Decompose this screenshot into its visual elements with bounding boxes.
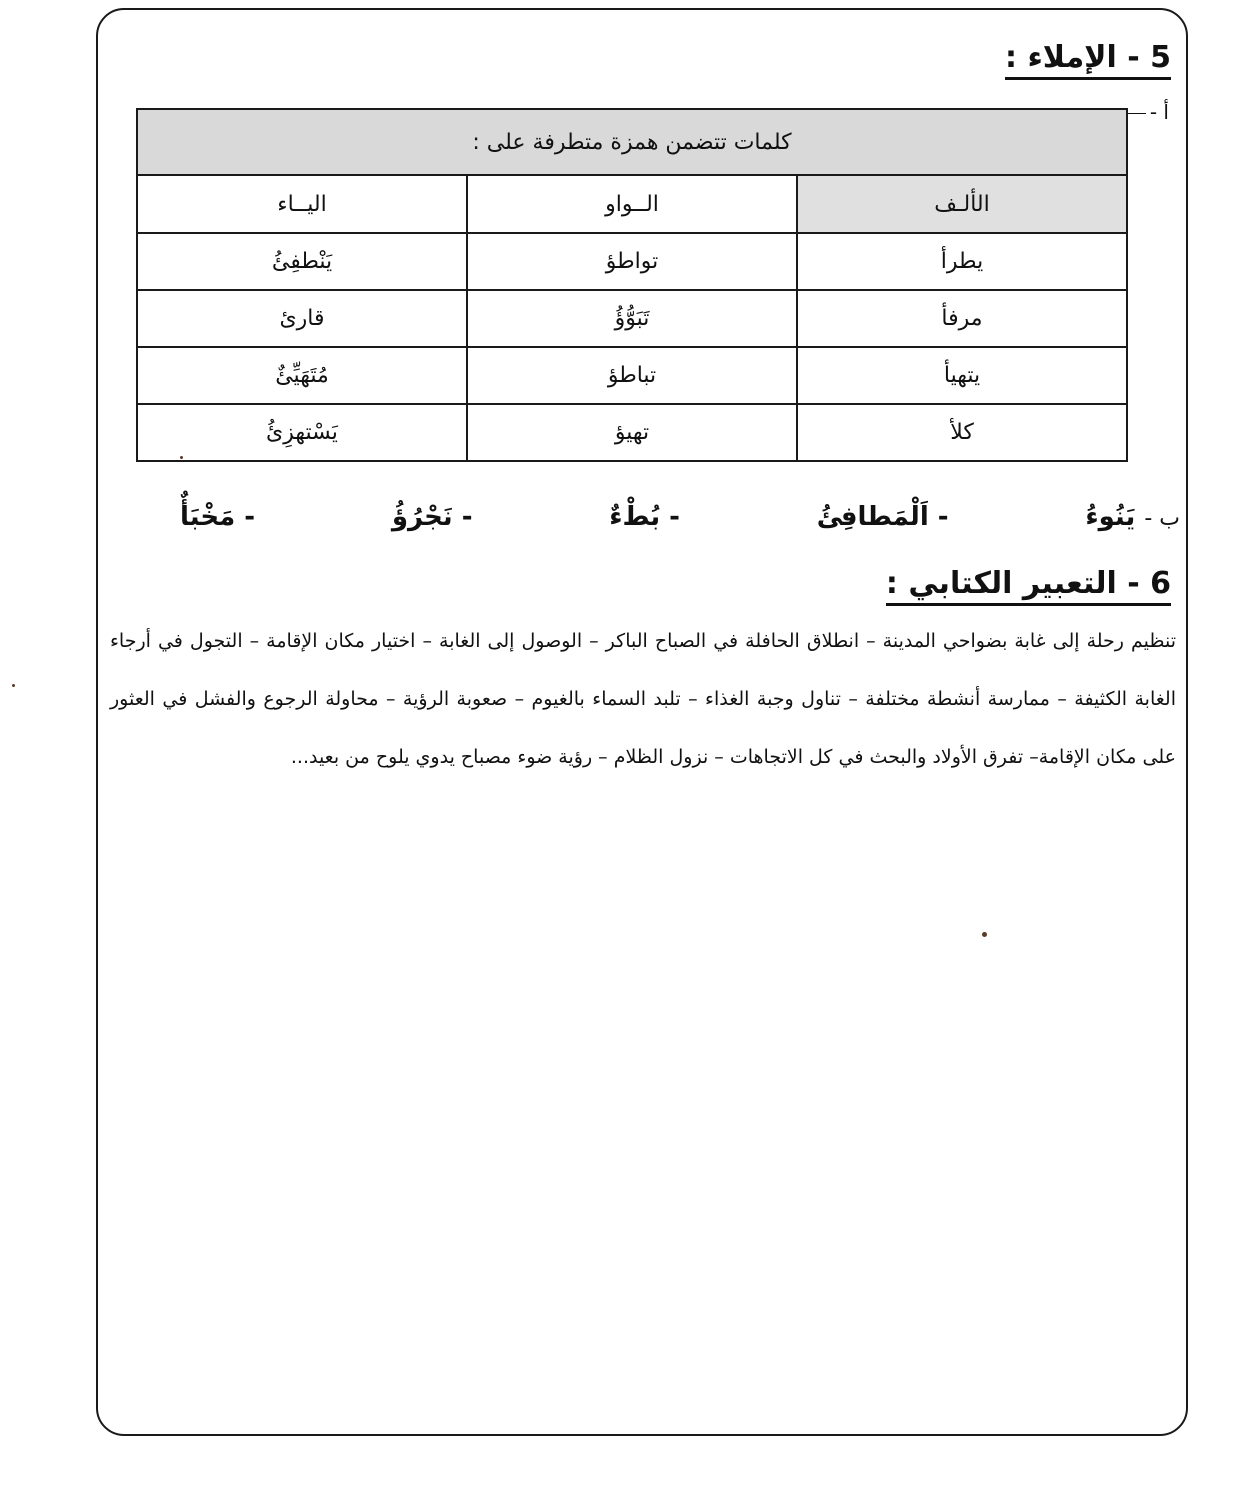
table-cell: تواطؤ (467, 233, 797, 290)
part-b-word-5: - مَخْبَأٌ (180, 502, 256, 532)
table-cell: مرفأ (797, 290, 1127, 347)
table-row (137, 347, 1127, 404)
table-cell: مُتَهَيِّئٌ (137, 347, 467, 404)
writing-prompt-paragraph: تنظيم رحلة إلى غابة بضواحي المدينة – انطلاق الحافلة في الصباح الباكر – الوصول إلى الغابة – اختيار مكان الإقامة – التجول في أرجاء الغابة الكثيفة – ممارسة أنشطة مختلفة – تناول وجبة الغذاء – تلبد السماء بالغيوم – صعوبة الرؤية – محاولة الرجوع والفشل في العثور على مكان الإقامة– تفرق الأولاد والبحث في كل الاتجاهات – نزول الظلام – رؤية ضوء مصباح يدوي يلوح من بعيد... (110, 630, 1176, 768)
part-b-word-3: - بُطْءٌ (609, 502, 680, 532)
column-header-waw: الــواو (467, 175, 797, 233)
table-cell: تهيؤ (467, 404, 797, 461)
table-cell: تَبَوُّؤُ (467, 290, 797, 347)
table-caption: كلمات تتضمن همزة متطرفة على : (137, 109, 1127, 175)
section-6-title: 6 - التعبير الكتابي : (886, 566, 1171, 601)
table-cell: قارئ (137, 290, 467, 347)
part-a-label: أ - (1124, 100, 1169, 124)
table-cell: تباطؤ (467, 347, 797, 404)
table-cell: يَسْتهزِئُ (137, 404, 467, 461)
part-b-word-4: - نَجْرُؤُ (391, 502, 473, 532)
column-header-ya: اليــاء (137, 175, 467, 233)
table-cell: يطرأ (797, 233, 1127, 290)
table-row (137, 233, 1127, 290)
part-b-label: ب - (1144, 506, 1180, 531)
scan-speck (180, 456, 183, 459)
scan-speck (12, 684, 15, 687)
table-cell: يَنْطفِئُ (137, 233, 467, 290)
part-b-words (180, 492, 1180, 542)
column-header-alif: الألـف (797, 175, 1127, 233)
scan-speck (982, 932, 987, 937)
hamza-words-table (136, 108, 1128, 462)
table-row (137, 290, 1127, 347)
section-5-title: 5 - الإملاء : (1005, 40, 1171, 75)
part-b-word-1: ب - يَنُوءُ (1085, 502, 1180, 532)
table-row (137, 404, 1127, 461)
table-cell: كلأ (797, 404, 1127, 461)
table-cell: يتهيأ (797, 347, 1127, 404)
part-b-word-2: - اَلْمَطافِئُ (816, 502, 949, 532)
